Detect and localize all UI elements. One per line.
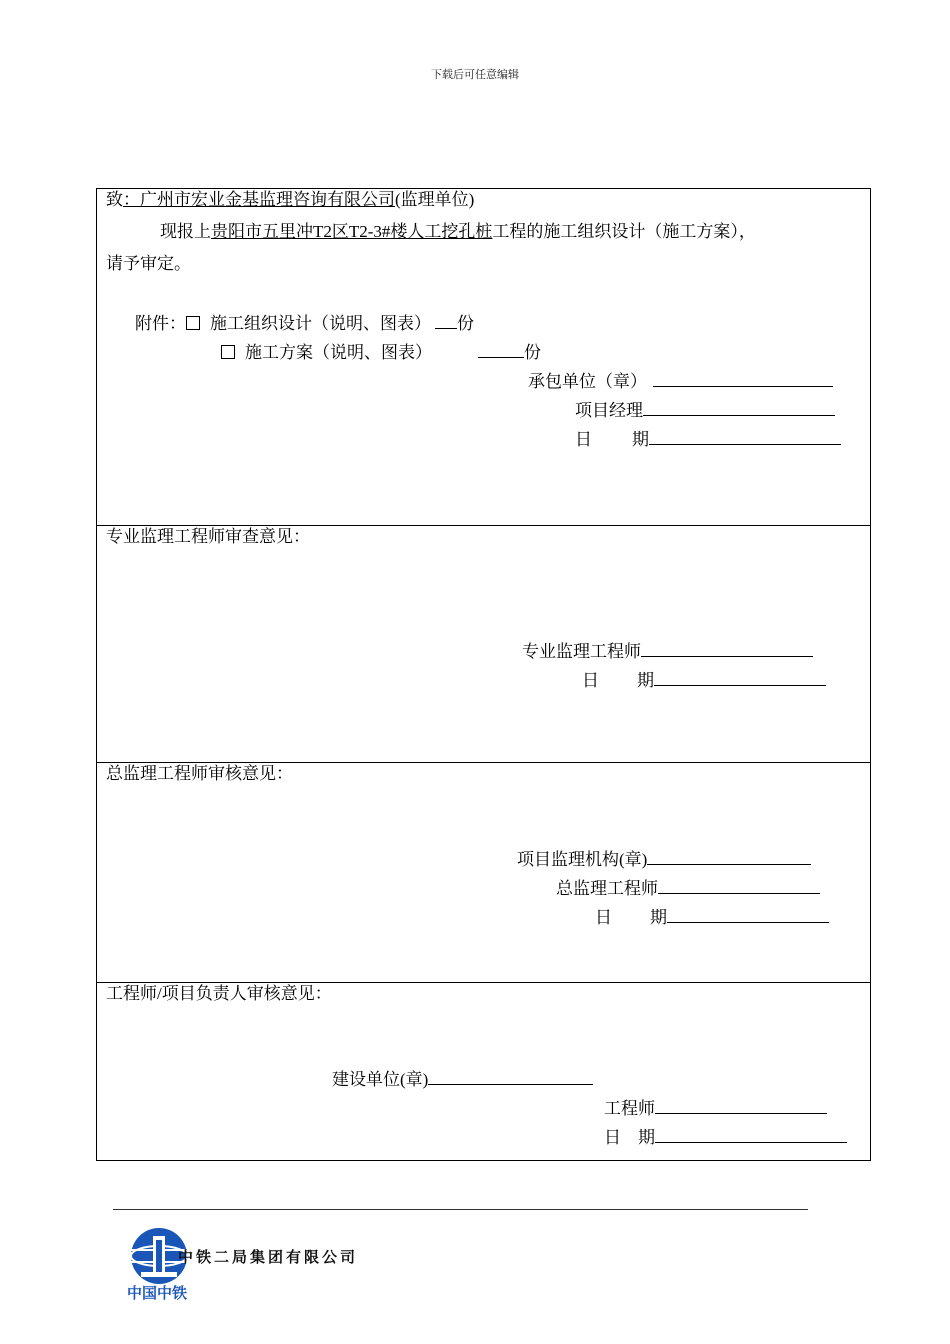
manager-label: 项目经理 [575, 401, 643, 420]
chief-signature-line[interactable] [658, 876, 820, 894]
chief-review-section [97, 763, 870, 983]
owner-engineer-row [604, 1096, 827, 1120]
attachment-row-1 [135, 311, 474, 335]
owner-unit-line[interactable] [428, 1067, 593, 1085]
supervision-org-line[interactable] [647, 847, 811, 865]
report-prefix: 现报上 [160, 222, 211, 241]
to-prefix: 致 [106, 190, 123, 209]
attachment-construction-plan: 施工方案（说明、图表） [245, 343, 432, 362]
specialist-signature-line[interactable] [641, 639, 813, 657]
report-line-2: 请予审定。 [106, 254, 191, 273]
supervision-org-label: 项目监理机构(章) [517, 850, 648, 869]
brand-name: 中国中铁 [127, 1284, 188, 1302]
report-suffix: 工程的施工组织设计（施工方案）， [492, 222, 756, 241]
date-label-b: 期 [637, 671, 654, 690]
attachment-row-2 [221, 340, 541, 364]
date-label-a: 日 [582, 671, 599, 690]
company-name: 中铁二局集团有限公司 [178, 1248, 359, 1266]
date-row-1 [575, 427, 841, 451]
specialist-review-section [97, 526, 870, 763]
specialist-review-title: 专业监理工程师审查意见： [106, 527, 310, 546]
owner-unit-label: 建设单位(章) [332, 1070, 429, 1089]
contractor-row [528, 369, 833, 393]
manager-signature-line[interactable] [643, 398, 835, 416]
date-label-b: 期 [632, 430, 649, 449]
date-row-2 [582, 668, 826, 692]
date-line-2[interactable] [654, 668, 826, 686]
specialist-engineer-row [522, 639, 813, 663]
specialist-engineer-label: 专业监理工程师 [522, 642, 641, 661]
approval-form [96, 188, 871, 1161]
copies-blank-2[interactable] [478, 340, 524, 358]
manager-row [575, 398, 835, 422]
date-label-a: 日 [604, 1128, 621, 1147]
checkbox-construction-plan[interactable] [221, 345, 235, 359]
date-line-3[interactable] [667, 905, 829, 923]
submission-section [97, 189, 870, 526]
checkbox-org-design[interactable] [186, 316, 200, 330]
owner-engineer-label: 工程师 [604, 1099, 655, 1118]
supervision-unit: ：广州市宏业金基监理咨询有限公司 [123, 190, 395, 209]
owner-engineer-line[interactable] [655, 1096, 827, 1114]
copies-blank-1[interactable] [435, 311, 457, 329]
chief-engineer-row [556, 876, 820, 900]
attachment-org-design: 施工组织设计（说明、图表） [210, 314, 431, 333]
to-suffix: (监理单位) [395, 190, 475, 209]
header-note: 下载后可任意编辑 [431, 69, 519, 81]
contractor-label: 承包单位（章） [528, 372, 647, 391]
date-line-4[interactable] [655, 1125, 847, 1143]
chief-engineer-label: 总监理工程师 [556, 879, 658, 898]
owner-unit-row [332, 1067, 593, 1091]
date-label-a: 日 [595, 908, 612, 927]
date-label-b: 期 [650, 908, 667, 927]
date-row-4 [604, 1125, 847, 1149]
project-name: 贵阳市五里冲T2区T2-3#楼人工挖孔桩 [211, 222, 493, 241]
footer-divider [113, 1209, 808, 1210]
date-label-b: 期 [638, 1128, 655, 1147]
date-row-3 [595, 905, 829, 929]
date-label-a: 日 [575, 430, 592, 449]
copies-unit-2: 份 [524, 343, 541, 362]
contractor-signature-line[interactable] [653, 369, 833, 387]
attachment-label: 附件： [135, 314, 186, 333]
chief-review-title: 总监理工程师审核意见： [106, 764, 293, 783]
report-line [160, 221, 756, 243]
date-line-1[interactable] [649, 427, 841, 445]
owner-review-title: 工程师/项目负责人审核意见： [106, 984, 332, 1003]
owner-review-section [97, 983, 870, 1162]
addressee-line [106, 189, 474, 211]
supervision-org-row [517, 847, 811, 871]
copies-unit-1: 份 [457, 314, 474, 333]
